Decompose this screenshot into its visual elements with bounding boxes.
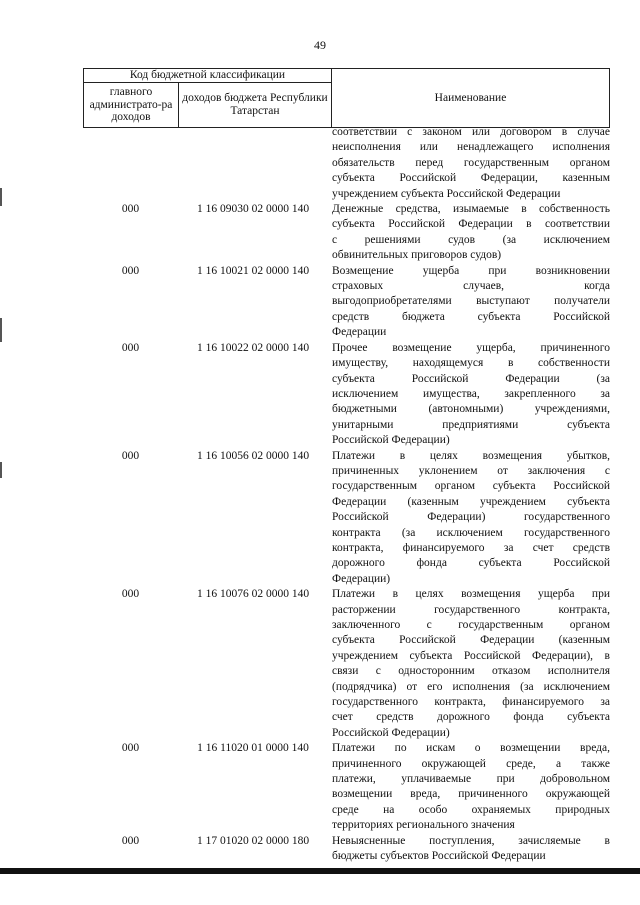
header-code-column: доходов бюджета Республики Татарстан xyxy=(179,83,332,128)
name-line: исключением имущества, закрепленного за xyxy=(332,387,610,400)
name-line: Федерации (казенным учреждением субъекта xyxy=(332,495,610,508)
name-line: учреждением субъекта Российской Федерации), в xyxy=(332,649,610,662)
header-group-title: Код бюджетной классификации xyxy=(84,69,332,83)
name-cell xyxy=(332,741,610,833)
name-line: Невыясненные поступления, зачисляемые в xyxy=(332,834,610,847)
name-line: субъекта Российской Федерации в соответствии xyxy=(332,218,610,231)
name-cell xyxy=(332,264,610,341)
name-cell xyxy=(332,834,610,865)
table-body xyxy=(83,125,610,865)
admin-code-cell: 000 xyxy=(121,588,140,601)
name-cell xyxy=(332,341,610,449)
table-row xyxy=(83,202,610,264)
scan-edge-mark xyxy=(0,318,2,342)
name-cell xyxy=(332,125,610,202)
name-line: связи с односторонним отказом исполнителя xyxy=(332,665,610,678)
name-line: средств бюджета субъекта Российской xyxy=(332,310,610,323)
name-line: Платежи в целях возмещения ущерба при xyxy=(332,588,610,601)
admin-code-cell: 000 xyxy=(121,341,140,354)
table-row xyxy=(83,341,610,449)
name-line: Российской Федерации) xyxy=(332,434,450,447)
scan-edge-mark xyxy=(0,188,2,206)
name-line: Денежные средства, изымаемые в собственность xyxy=(332,203,610,216)
name-line: государственного контракта, финансируемого за xyxy=(332,696,610,709)
name-line: бюджетными (автономными) учреждениями, xyxy=(332,403,610,416)
name-line: Федерации xyxy=(332,326,387,339)
name-cell xyxy=(332,202,610,264)
budget-code-cell: 1 16 10056 02 0000 140 xyxy=(196,449,310,462)
name-line: обязательств перед государственным органом xyxy=(332,156,610,169)
name-line: причиненных уклонением от заключения с xyxy=(332,464,610,477)
table-row xyxy=(83,125,610,202)
name-line: бюджеты субъектов Российской Федерации xyxy=(332,850,546,863)
name-line: (подрядчика) от его исполнения (за исключением xyxy=(332,680,610,693)
budget-code-cell: 1 16 09030 02 0000 140 xyxy=(196,203,310,216)
name-line: соответствии с законом или договором в случае xyxy=(332,126,610,138)
name-line: Платежи по искам о возмещении вреда, xyxy=(332,742,610,755)
budget-code-cell: 1 16 10021 02 0000 140 xyxy=(196,264,310,277)
admin-code-cell: 000 xyxy=(121,449,140,462)
table-row xyxy=(83,741,610,833)
table-row xyxy=(83,264,610,341)
name-line: заключенного с государственным органом xyxy=(332,619,610,631)
name-line: причиненного окружающей среде, а также xyxy=(332,757,610,770)
name-line: унитарными предприятиями субъекта xyxy=(332,418,610,431)
name-line: Федерации) xyxy=(332,572,391,585)
page-number: 49 xyxy=(314,38,326,52)
name-line: обвинительных приговоров судов) xyxy=(332,249,502,262)
name-line: Платежи в целях возмещения убытков, xyxy=(332,449,610,462)
name-line: Российской Федерации) государственного xyxy=(332,511,610,524)
table-row xyxy=(83,449,610,588)
name-line: субъекта Российской Федерации (за xyxy=(332,372,610,385)
name-line: возмещении вреда, причиненного окружающей xyxy=(332,788,610,801)
name-line: контракта (за исключением государственного xyxy=(332,526,610,539)
budget-code-cell: 1 17 01020 02 0000 180 xyxy=(196,834,310,847)
name-cell xyxy=(332,587,610,741)
name-line: территориях регионального значения xyxy=(332,819,515,832)
table-row xyxy=(83,587,610,741)
name-line: Российской Федерации) xyxy=(332,726,450,739)
name-line: с решениями судов (за исключением xyxy=(332,233,610,246)
header-name-column: Наименование xyxy=(332,69,610,128)
budget-code-cell: 1 16 11020 01 0000 140 xyxy=(197,742,309,755)
name-line: учреждением субъекта Российской Федерации xyxy=(332,187,561,200)
name-line: среде на особо охраняемых природных xyxy=(332,803,610,816)
scan-bottom-bar xyxy=(0,868,640,874)
admin-code-cell: 000 xyxy=(121,203,140,216)
name-line: платежи, уплачиваемые при добровольном xyxy=(332,773,610,786)
classification-table-header xyxy=(83,68,610,128)
name-line: субъекта Российской Федерации, казенным xyxy=(332,172,610,185)
admin-code-cell: 000 xyxy=(121,264,140,277)
scan-edge-mark xyxy=(0,462,2,478)
name-line: счет средств дорожного фонда субъекта xyxy=(332,711,610,724)
budget-code-cell: 1 16 10076 02 0000 140 xyxy=(196,588,310,601)
table-row xyxy=(83,834,610,865)
name-line: контракта, финансируемого за счет средств xyxy=(332,541,610,554)
name-line: государственным органом субъекта Российской xyxy=(332,480,610,493)
name-line: субъекта Российской Федерации (казенным xyxy=(332,634,610,647)
name-line: неисполнения или ненадлежащего исполнения xyxy=(332,141,610,154)
name-line: имуществу, находящемуся в собственности xyxy=(332,357,610,370)
name-line: дорожного фонда субъекта Российской xyxy=(332,557,610,570)
budget-code-cell: 1 16 10022 02 0000 140 xyxy=(196,341,310,354)
admin-code-cell: 000 xyxy=(121,834,140,847)
name-cell xyxy=(332,449,610,588)
name-line: выгодоприобретателями выступают получатели xyxy=(332,295,610,308)
admin-code-cell: 000 xyxy=(121,742,140,755)
name-line: расторжении государственного контракта, xyxy=(332,603,610,616)
header-admin-column: главного администрато-ра доходов xyxy=(84,83,179,128)
name-line: страховых случаев, когда xyxy=(332,280,610,293)
name-line: Возмещение ущерба при возникновении xyxy=(332,264,610,277)
name-line: Прочее возмещение ущерба, причиненного xyxy=(332,341,610,354)
